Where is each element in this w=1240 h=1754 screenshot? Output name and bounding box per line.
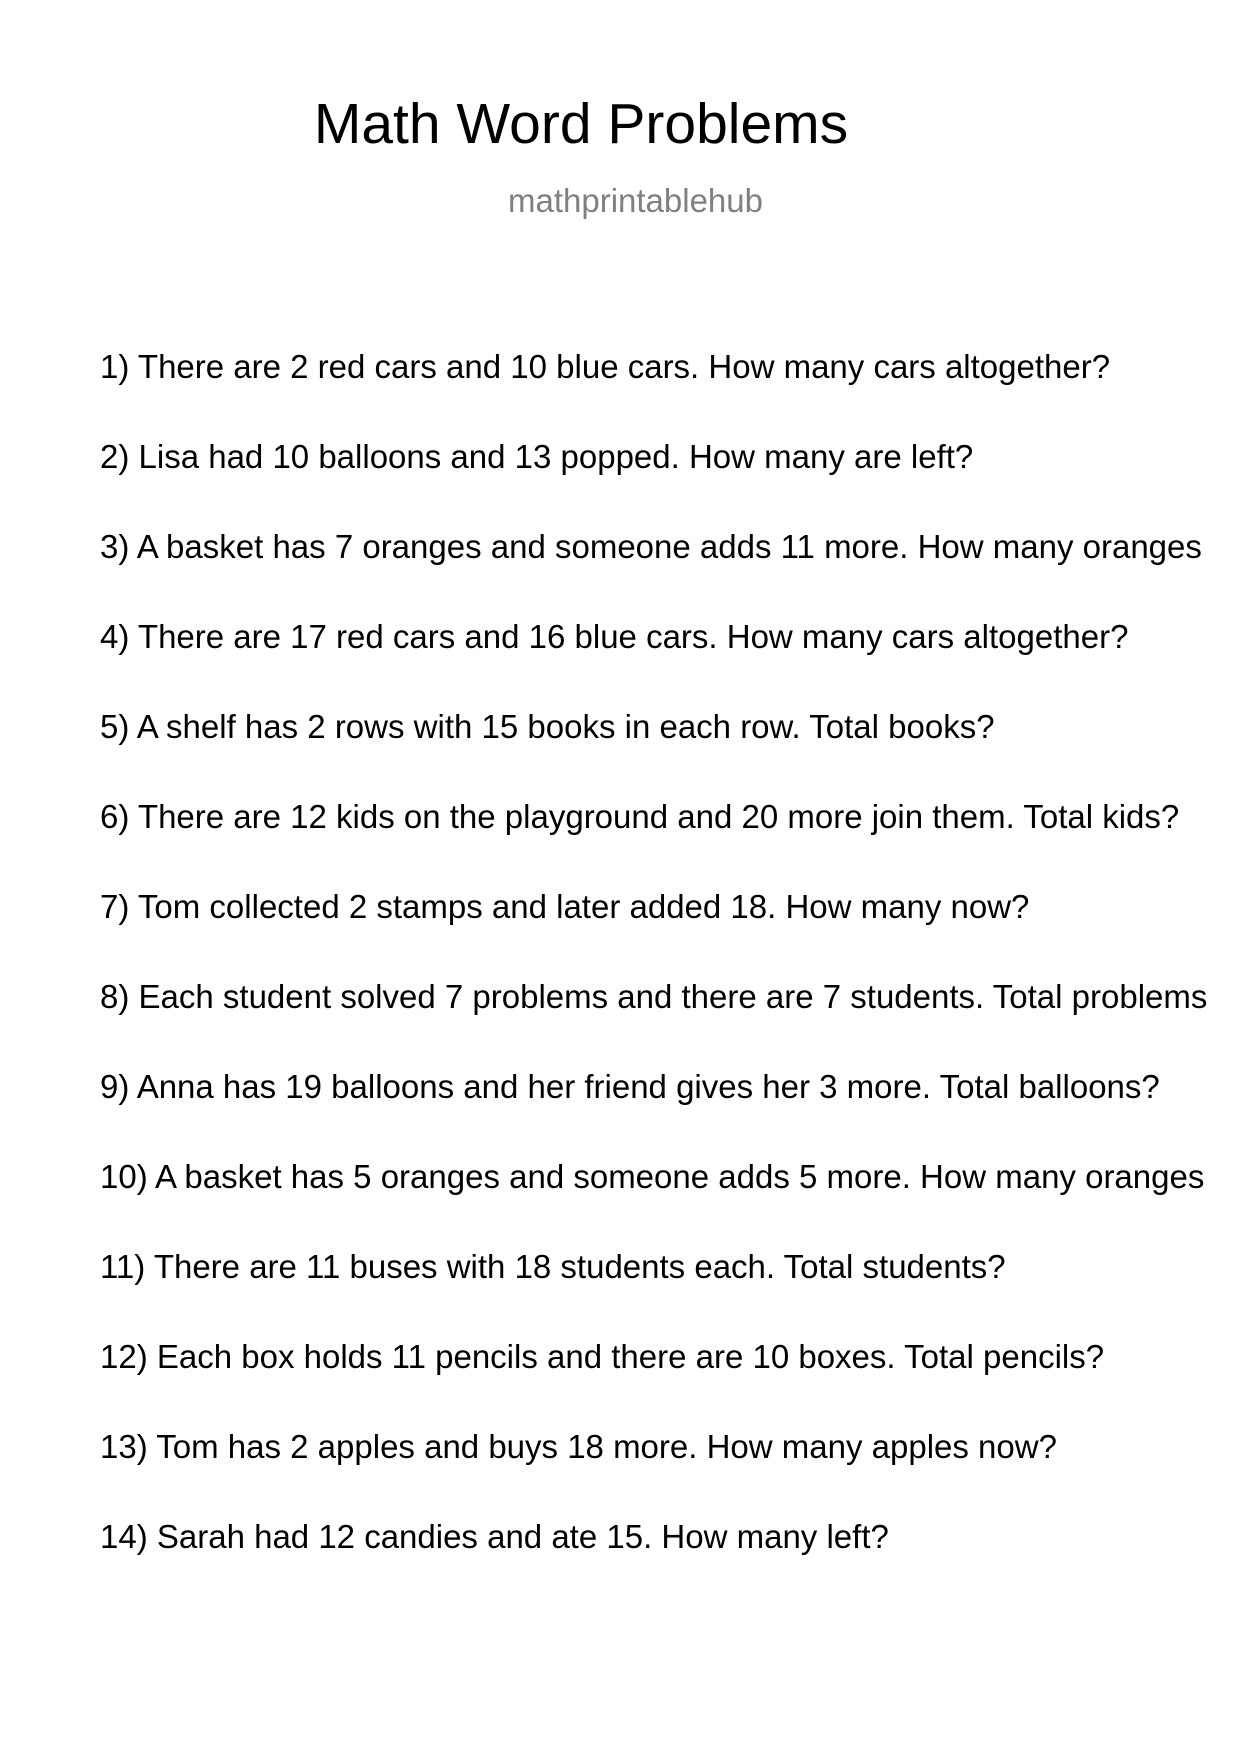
page-title: Math Word Problems — [313, 92, 849, 156]
problem-item: 2) Lisa had 10 balloons and 13 popped. How many are left? — [100, 439, 974, 475]
problem-item: 14) Sarah had 12 candies and ate 15. How many left? — [100, 1519, 889, 1555]
problem-item: 3) A basket has 7 oranges and someone adds 11 more. How many oranges — [100, 529, 1202, 565]
problem-item: 8) Each student solved 7 problems and there are 7 students. Total problems — [100, 979, 1208, 1015]
problem-item: 6) There are 12 kids on the playground and 20 more join them. Total kids? — [100, 799, 1180, 835]
problem-item: 11) There are 11 buses with 18 students each. Total students? — [100, 1249, 1006, 1285]
problem-item: 4) There are 17 red cars and 16 blue cars. How many cars altogether? — [100, 619, 1129, 655]
problem-item: 7) Tom collected 2 stamps and later added 18. How many now? — [100, 889, 1030, 925]
problem-list — [100, 349, 1240, 1609]
problem-item: 12) Each box holds 11 pencils and there are 10 boxes. Total pencils? — [100, 1339, 1105, 1375]
problem-item: 13) Tom has 2 apples and buys 18 more. How many apples now? — [100, 1429, 1057, 1465]
problem-item: 9) Anna has 19 balloons and her friend gives her 3 more. Total balloons? — [100, 1069, 1160, 1105]
problem-item: 5) A shelf has 2 rows with 15 books in each row. Total books? — [100, 709, 995, 745]
page-subtitle: mathprintablehub — [507, 182, 763, 219]
problem-item: 1) There are 2 red cars and 10 blue cars. How many cars altogether? — [100, 349, 1111, 385]
problem-item: 10) A basket has 5 oranges and someone adds 5 more. How many oranges — [100, 1159, 1205, 1195]
